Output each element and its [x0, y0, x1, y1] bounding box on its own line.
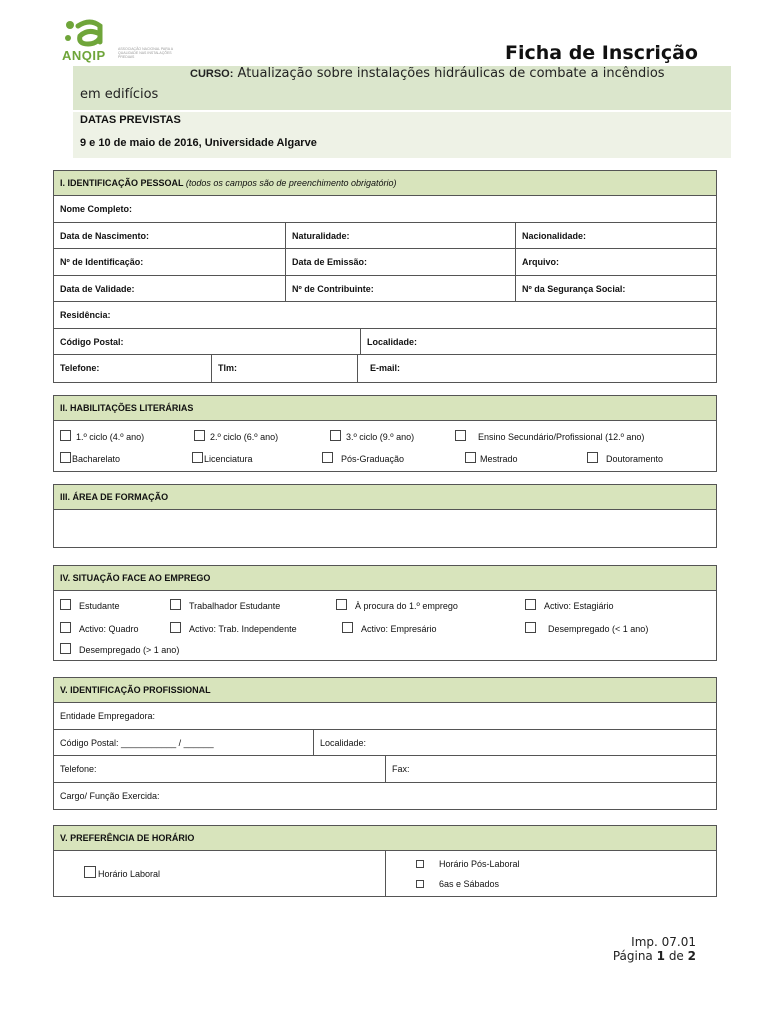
table-row — [54, 276, 716, 303]
training-area-field[interactable] — [54, 510, 716, 547]
checkbox[interactable] — [525, 599, 536, 610]
option-bachelor[interactable] — [60, 452, 120, 464]
option-label: Horário Laboral — [98, 869, 161, 879]
option-working-student[interactable] — [170, 599, 280, 611]
form-title: Ficha de Inscrição — [504, 42, 698, 64]
checkbox[interactable] — [336, 599, 347, 610]
section-header: IV. SITUAÇÃO FACE AO EMPREGO — [54, 566, 716, 591]
archive-field[interactable]: Arquivo: — [515, 249, 718, 275]
locality-field[interactable]: Localidade: — [360, 329, 718, 355]
fax-field[interactable]: Fax: — [385, 756, 718, 782]
page-current: 1 — [656, 949, 665, 963]
dates-label: DATAS PREVISTAS — [80, 114, 181, 126]
work-phone-field[interactable]: Telefone: — [60, 764, 97, 774]
table-row — [54, 783, 716, 810]
section-training-area — [53, 484, 717, 548]
option-label: Activo: Quadro — [79, 624, 139, 634]
option-unemployed-long[interactable] — [60, 643, 179, 655]
section-note: (todos os campos são de preenchimento obrigatório) — [185, 178, 397, 188]
nationality-field[interactable]: Nacionalidade: — [515, 223, 718, 249]
table-row — [54, 355, 716, 382]
checkbox[interactable] — [342, 622, 353, 633]
option-label: 3.º ciclo (9.º ano) — [346, 432, 415, 442]
page-total: 2 — [687, 949, 696, 963]
option-student[interactable] — [60, 599, 120, 611]
course-title-line2: em edifícios — [80, 87, 159, 102]
checkbox[interactable] — [60, 622, 71, 633]
mobile-field[interactable]: Tlm: — [211, 355, 357, 382]
logo-text: ANQIP — [62, 48, 106, 63]
postal-code-field[interactable]: Código Postal: — [60, 336, 124, 347]
option-label: Estudante — [79, 601, 120, 611]
employer-field[interactable]: Entidade Empregadora: — [60, 711, 156, 721]
table-row — [54, 302, 716, 329]
option-label: Activo: Estagiário — [544, 601, 614, 611]
checkbox[interactable] — [465, 452, 476, 463]
checkbox[interactable] — [192, 452, 203, 463]
checkbox[interactable] — [330, 430, 341, 441]
checkbox[interactable] — [170, 622, 181, 633]
checkbox[interactable] — [60, 452, 71, 463]
work-postal-code-field[interactable]: Código Postal: ___________ / ______ — [60, 737, 214, 748]
checkbox[interactable] — [84, 866, 96, 878]
option-1st-cycle[interactable] — [60, 430, 144, 442]
logo-subtitle: ASSOCIAÇÃO NACIONAL PARA A QUALIDADE NAS INSTALAÇÕES PREDIAIS — [118, 47, 173, 59]
option-business-owner[interactable] — [342, 622, 437, 634]
section-professional-identification — [53, 677, 717, 810]
email-field[interactable]: E-mail: — [357, 355, 718, 382]
option-unemployed-short[interactable] — [525, 622, 648, 634]
option-staff[interactable] — [60, 622, 139, 634]
table-row — [54, 223, 716, 250]
page-prefix: Página — [612, 949, 653, 963]
option-intern[interactable] — [525, 599, 614, 611]
section-title: I. IDENTIFICAÇÃO PESSOAL — [60, 178, 184, 188]
option-3rd-cycle[interactable] — [330, 430, 414, 442]
option-label: Ensino Secundário/Profissional (12.º ano) — [478, 432, 645, 442]
option-label: Pós-Graduação — [341, 454, 405, 464]
course-title-line1 — [190, 66, 665, 81]
section-education — [53, 395, 717, 472]
work-locality-field[interactable]: Localidade: — [313, 730, 718, 756]
section-header: II. HABILITAÇÕES LITERÁRIAS — [54, 396, 716, 421]
option-first-job-search[interactable] — [336, 599, 458, 611]
course-label: CURSO: — [190, 68, 234, 80]
birthplace-field[interactable]: Naturalidade: — [285, 223, 515, 249]
option-working-hours[interactable] — [84, 866, 160, 879]
validity-date-field[interactable]: Data de Validade: — [60, 283, 135, 294]
checkbox[interactable] — [194, 430, 205, 441]
checkbox[interactable] — [416, 880, 424, 888]
section-header: V. IDENTIFICAÇÃO PROFISSIONAL — [54, 678, 716, 703]
checkbox[interactable] — [170, 599, 181, 610]
checkbox[interactable] — [322, 452, 333, 463]
option-label: Doutoramento — [606, 454, 664, 464]
option-label: Activo: Trab. Independente — [189, 624, 297, 634]
checkbox[interactable] — [60, 643, 71, 654]
checkbox[interactable] — [455, 430, 466, 441]
table-row — [54, 756, 716, 783]
page-of: de — [668, 949, 684, 963]
option-licentiate[interactable] — [192, 452, 253, 464]
option-label: Bacharelato — [72, 454, 121, 464]
table-row — [54, 329, 716, 356]
option-postgraduate[interactable] — [322, 452, 404, 464]
option-2nd-cycle[interactable] — [194, 430, 278, 442]
table-row — [54, 249, 716, 276]
document-code: Imp. 07.01 — [631, 935, 696, 949]
option-label: Mestrado — [480, 454, 518, 464]
social-security-field[interactable]: Nº da Segurança Social: — [515, 276, 718, 302]
course-title: Atualização sobre instalações hidráulicas de combate a incêndios — [237, 66, 665, 81]
option-label: 2.º ciclo (6.º ano) — [210, 432, 279, 442]
option-label: 6as e Sábados — [439, 879, 500, 889]
id-number-field[interactable]: Nº de Identificação: — [60, 257, 144, 267]
section-schedule-preference — [53, 825, 717, 897]
table-row — [54, 196, 716, 223]
column-divider — [385, 851, 386, 897]
checkbox[interactable] — [416, 860, 424, 868]
section-header: V. PREFERÊNCIA DE HORÁRIO — [54, 826, 716, 851]
checkbox[interactable] — [587, 452, 598, 463]
taxpayer-number-field[interactable]: Nº de Contribuinte: — [285, 276, 515, 302]
option-masters[interactable] — [465, 452, 518, 464]
option-label: Trabalhador Estudante — [189, 601, 281, 611]
dates-value: 9 e 10 de maio de 2016, Universidade Algarve — [80, 137, 317, 149]
checkbox[interactable] — [60, 599, 71, 610]
option-fri-sat[interactable] — [416, 879, 499, 889]
phone-field[interactable]: Telefone: — [60, 363, 100, 373]
table-row — [54, 730, 716, 757]
job-role-field[interactable]: Cargo/ Função Exercida: — [60, 790, 160, 801]
option-label: 1.º ciclo (4.º ano) — [76, 432, 145, 442]
section-header: III. ÁREA DE FORMAÇÃO — [54, 485, 716, 510]
option-label: À procura do 1.º emprego — [355, 601, 458, 611]
option-label: Desempregado (> 1 ano) — [79, 645, 180, 655]
issue-date-field[interactable]: Data de Emissão: — [285, 249, 515, 275]
option-label: Activo: Empresário — [361, 624, 437, 634]
option-label: Desempregado (< 1 ano) — [548, 624, 649, 634]
option-secondary[interactable] — [455, 430, 644, 442]
birth-date-field[interactable]: Data de Nascimento: — [60, 230, 150, 241]
logo-mark-icon — [60, 18, 120, 52]
section-header — [54, 171, 716, 196]
residence-field[interactable]: Residência: — [60, 310, 111, 320]
option-label: Licenciatura — [204, 454, 253, 464]
option-after-hours[interactable] — [416, 859, 520, 869]
page-number — [613, 949, 696, 963]
table-row — [54, 703, 716, 730]
option-self-employed[interactable] — [170, 622, 297, 634]
option-doctorate[interactable] — [587, 452, 663, 464]
section-employment-status — [53, 565, 717, 661]
option-label: Horário Pós-Laboral — [439, 859, 520, 869]
full-name-field[interactable]: Nome Completo: — [60, 204, 132, 214]
section-personal-identification — [53, 170, 717, 383]
checkbox[interactable] — [60, 430, 71, 441]
checkbox[interactable] — [525, 622, 536, 633]
